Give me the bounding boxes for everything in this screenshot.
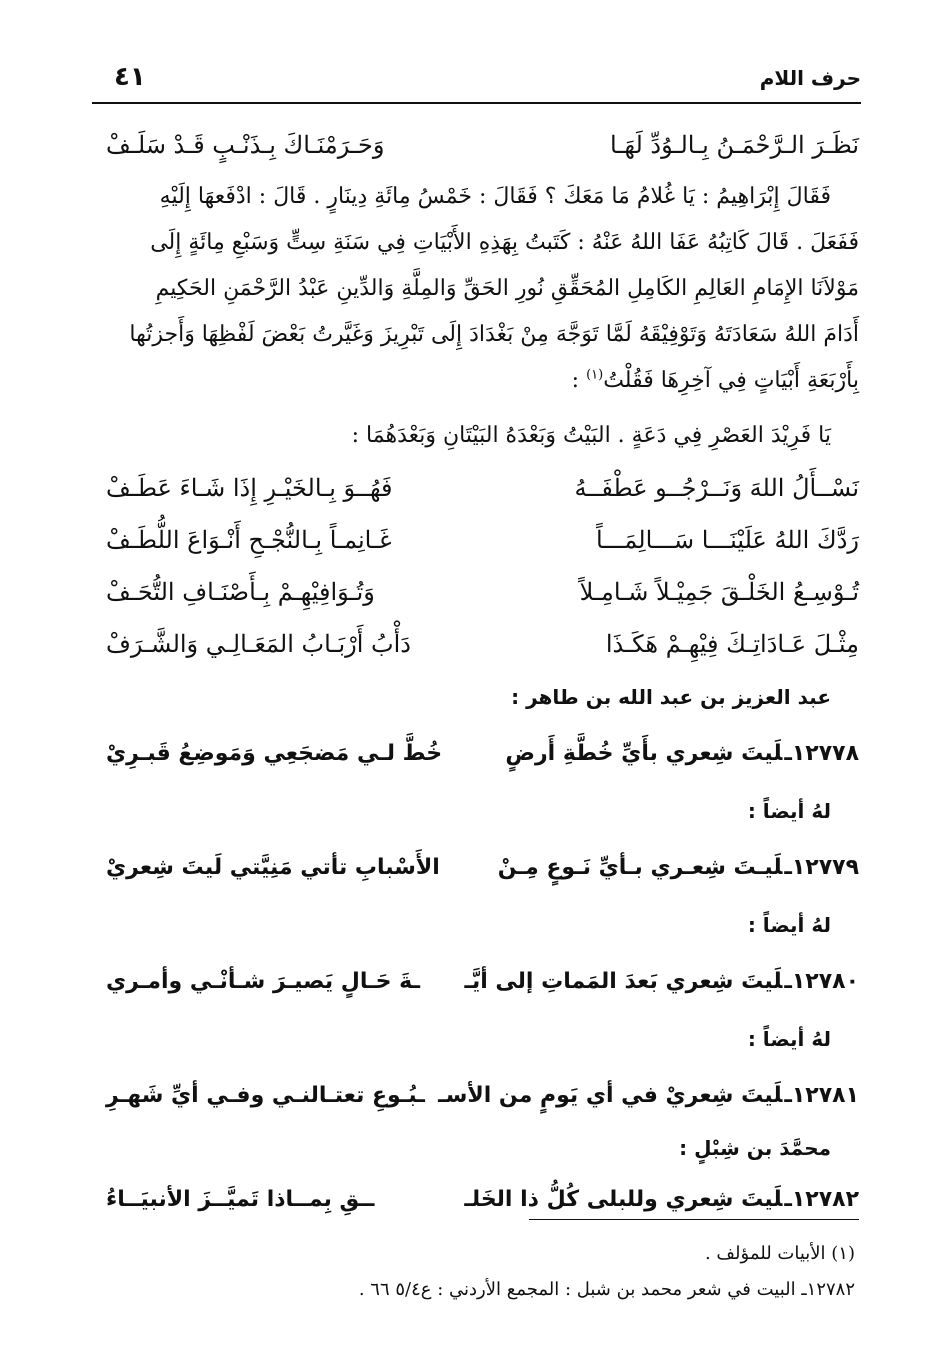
verse-first-hemistich-text: لَيتَ شِعري بَعدَ المَماتِ إلى أيَّـ bbox=[464, 969, 783, 994]
narrative-line: أَدَامَ اللهُ سَعَادَتَهُ وَتَوْفِيْقَهُ لَمَّا تَوَجَّهَ مِنْ بَغْدَادَ إِلَى تَبْرِيزَ وَغَيَّرتُ بَعْضَ لَفْظِهَا وَأَجزتُها bbox=[129, 322, 859, 347]
verse-second-hemistich: ـبُـوعِ تعتـالنـي وفـي أيِّ شَهـرِ bbox=[106, 1083, 425, 1108]
footnote: (١) الأبيات للمؤلف . bbox=[704, 1243, 855, 1264]
entry-speaker: لهُ أيضاً : bbox=[747, 1027, 831, 1051]
verse-first-hemistich bbox=[505, 724, 859, 784]
numbered-verse bbox=[106, 1170, 859, 1230]
verse-second-hemistich: وَحَـرَمْنَـاكَ بِـذَنْـبٍ قَـدْ سَلَـفْ bbox=[106, 131, 385, 159]
page-number: ٤١ bbox=[114, 62, 146, 92]
verse-second-hemistich: ـةَ حَـالٍ يَصيـرَ شـأنْـي وأمـري bbox=[106, 969, 421, 994]
footnote: ١٢٧٨٢ـ البيت في شعر محمد بن شبل : المجمع الأردني : ع٥/٤ ٦٦ . bbox=[358, 1279, 855, 1300]
footnote-divider bbox=[529, 1219, 859, 1220]
verse-number: ١٢٧٨١ـ bbox=[784, 1083, 859, 1108]
poem-verse bbox=[106, 514, 859, 566]
verse-first-hemistich: نَسْــأَلُ اللهَ وَنَــرْجُــو عَطْفَــهُ bbox=[574, 474, 859, 502]
verse-second-hemistich: غَـانِمـاً بِـالنُّجْـحِ أَنْـوَاعَ اللُّطَـفْ bbox=[106, 526, 392, 554]
entry-speaker: محمَّدَ بن شِبْلٍ : bbox=[679, 1136, 831, 1160]
poem-verse bbox=[106, 566, 859, 618]
poem bbox=[106, 462, 859, 670]
poem-verse bbox=[106, 618, 859, 670]
verse-first-hemistich: مِثْـلَ عَـادَاتِـكَ فِيْهِـمْ هَكَـذَا bbox=[605, 630, 859, 658]
narrative-line bbox=[106, 358, 859, 404]
running-title: حرف اللام bbox=[759, 66, 861, 90]
verse-first-hemistich-text: لَيـتَ شِعـري بـأيِّ نَـوعٍ مِـنْ bbox=[497, 855, 783, 880]
poem-verse bbox=[106, 462, 859, 514]
verse-first-hemistich bbox=[464, 1170, 859, 1230]
narrative-line-text: بِأَرْبَعَةِ أَبْيَاتٍ فِي آخِرِهَا فَقُلْتُ bbox=[603, 368, 859, 393]
verse-second-hemistich: دَأْبُ أَرْبَـابُ المَعَـالِـي وَالشَّـرَفْ bbox=[106, 630, 411, 658]
entry-speaker: لهُ أيضاً : bbox=[747, 913, 831, 937]
numbered-verse bbox=[106, 952, 859, 1012]
narrative-line-tail: : bbox=[571, 368, 587, 393]
narrative-paragraph bbox=[106, 174, 859, 404]
verse-first-hemistich: تُـوْسِـعُ الخَلْـقَ جَمِيْـلاً شَـامِـلاً bbox=[579, 578, 859, 606]
numbered-verse bbox=[106, 838, 859, 898]
verse-second-hemistich: ــقِ بِمــاذا تَميَّــزَ الأنبيَــاءُ bbox=[106, 1187, 375, 1212]
verse-first-hemistich bbox=[498, 838, 859, 898]
verse-first-hemistich-text: لَيتَ شِعري وللبلى كُلُّ ذا الخَلـ bbox=[464, 1187, 783, 1212]
verse-first-hemistich: نَظَـرَ الـرَّحْمَـنُ بِـالـوُدِّ لَهَـا bbox=[610, 131, 859, 159]
verse-second-hemistich: فَهُــوَ بِـالخَيْـرِ إِذَا شَـاءَ عَطَـفْ bbox=[106, 474, 393, 502]
verse-first-hemistich-text: لَيتَ شِعري بأَيِّ خُطَّةِ أَرضٍ bbox=[505, 741, 783, 766]
numbered-entries bbox=[106, 670, 859, 1230]
footnote-marker: (١) bbox=[586, 367, 604, 383]
poem-intro-line: يَا فَرِيْدَ العَصْرِ فِي دَعَةٍ . البَيْتُ وَبَعْدَهُ البَيْتَانِ وَبَعْدَهُمَا : bbox=[351, 423, 831, 448]
entry-speaker: لهُ أيضاً : bbox=[747, 799, 831, 823]
narrative-line: مَوْلاَنَا الإِمَامِ العَالِمِ الكَامِلِ المُحَقِّقِ نُورِ الحَقِّ وَالمِلَّةِ وَالدِّينِ عَبْدُ الرَّحْمَنِ الحَكِيمِ bbox=[155, 276, 859, 301]
verse-second-hemistich: وَتُـوَافِيْهِـمْ بِـأَصْنَـافِ التُّحَـفْ bbox=[106, 578, 375, 606]
verse-second-hemistich: الأَسْبابِ تأتي مَنِيَّتي لَيتَ شِعريْ bbox=[106, 855, 440, 880]
verse-second-hemistich: خُطَّ لـي مَضجَعِي وَمَوضِعُ قَبـرِيْ bbox=[106, 741, 443, 766]
opening-verse bbox=[106, 116, 859, 174]
numbered-verse bbox=[106, 724, 859, 784]
narrative-line: فَقَالَ إِبْرَاهِيمُ : يَا غُلامُ مَا مَعَكَ ؟ فَقَالَ : خَمْسُ مِائَةِ دِينَارٍ . قَالَ : ادْفَعهَا إِلَيْهِ bbox=[159, 184, 831, 209]
verse-number: ١٢٧٧٩ـ bbox=[784, 855, 859, 880]
page-header bbox=[92, 56, 861, 96]
verse-number: ١٢٧٨٢ـ bbox=[784, 1187, 859, 1212]
verse-first-hemistich: رَدَّكَ اللهُ عَلَيْنَـــا سَـــالِمَـــاً bbox=[595, 526, 859, 554]
entry-speaker: عبد العزيز بن عبد الله بن طاهر : bbox=[511, 685, 831, 709]
verse-number: ١٢٧٧٨ـ bbox=[784, 741, 859, 766]
narrative-line: فَفَعَلَ . قَالَ كَاتِبُهُ عَفَا اللهُ عَنْهُ : كَتَبتُ بِهَذِهِ الأَبْيَاتِ فِي سَنَةِ سِتٍّ وَسَبْعِ مِائَةٍ إِلَى bbox=[150, 230, 859, 255]
verse-first-hemistich-text: لَيتَ شِعريْ في أي يَومٍ من الأسـ bbox=[438, 1083, 783, 1108]
verse-first-hemistich bbox=[438, 1066, 859, 1126]
footnotes bbox=[106, 1236, 859, 1308]
page-body bbox=[106, 116, 859, 1230]
verse-first-hemistich bbox=[464, 952, 859, 1012]
numbered-verse bbox=[106, 1066, 859, 1126]
verse-number: ١٢٧٨٠ـ bbox=[784, 969, 859, 994]
header-divider bbox=[92, 102, 861, 104]
